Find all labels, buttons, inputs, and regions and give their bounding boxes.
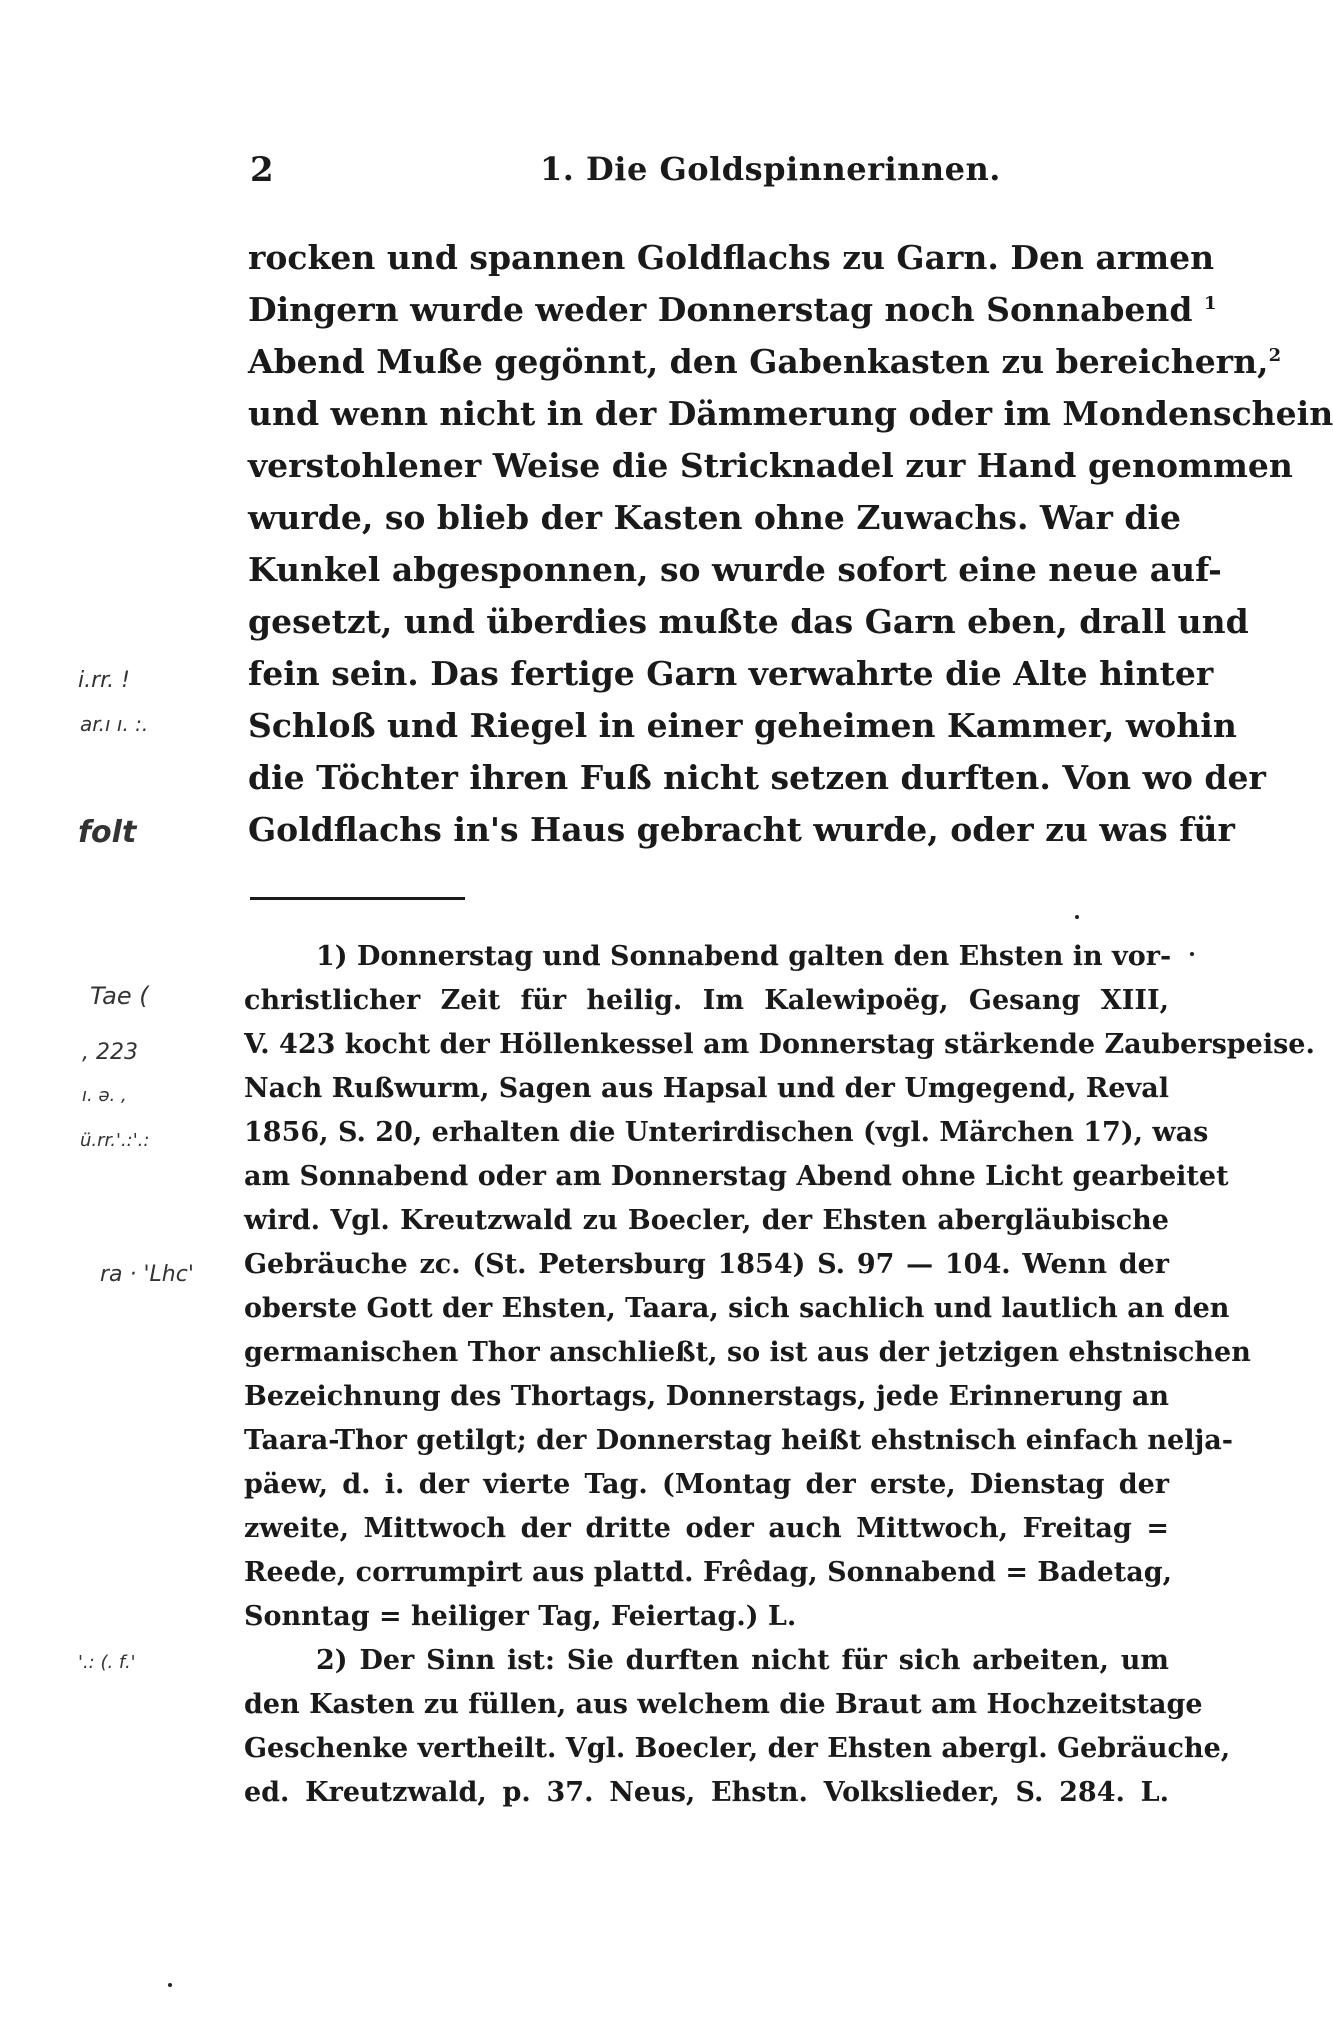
footnote-line: 2) Der Sinn ist: Sie durften nicht für sich arbeiten, um: [316, 1645, 1169, 1676]
footnotes: [244, 935, 1315, 1815]
text-line: verstohlener Weise die Stricknadel zur Hand genommen: [248, 446, 1293, 485]
footnote-line: oberste Gott der Ehsten, Taara, sich sachlich und lautlich an den: [244, 1293, 1230, 1324]
footnote-ref: 2: [1268, 345, 1282, 366]
text-line: Dingern wurde weder Donnerstag noch Sonnabend $^1$: [248, 290, 1217, 329]
footnote-line: päew, d. i. der vierte Tag. (Montag der erste, Dienstag der: [244, 1469, 1169, 1500]
text-line: fein sein. Das fertige Garn verwahrte die Alte hinter: [248, 654, 1214, 693]
footnote-line: zweite, Mittwoch der dritte oder auch Mittwoch, Freitag =: [244, 1513, 1169, 1544]
text-line: und wenn nicht in der Dämmerung oder im Mondenschein: [248, 394, 1333, 433]
footnote-line: christlicher Zeit für heilig. Im Kalewipoëg, Gesang XIII,: [244, 985, 1169, 1016]
margin-note: , 223: [82, 1040, 138, 1065]
margin-note: ü.rr.'.:'.:: [80, 1130, 150, 1151]
margin-note: ı. ə. ,: [82, 1085, 127, 1106]
margin-note: folt: [78, 815, 137, 850]
text-line: Schloß und Riegel in einer geheimen Kammer, wohin: [248, 706, 1237, 745]
margin-note: '.: (. f.': [78, 1652, 136, 1673]
footnote-line: germanischen Thor anschließt, so ist aus der jetzigen ehstnischen: [244, 1337, 1251, 1368]
text-line: Kunkel abgesponnen, so wurde sofort eine neue auf-: [248, 550, 1222, 589]
footnote-line: am Sonnabend oder am Donnerstag Abend ohne Licht gearbeitet: [244, 1161, 1229, 1192]
text-line: die Töchter ihren Fuß nicht setzen durften. Von wo der: [248, 758, 1266, 797]
page-number: 2: [250, 150, 274, 190]
footnote-line: V. 423 kocht der Höllenkessel am Donnerstag stärkende Zauberspeise.: [244, 1029, 1315, 1060]
text-line: gesetzt, und überdies mußte das Garn eben, drall und: [248, 602, 1249, 641]
footnote-line: Sonntag = heiliger Tag, Feiertag.) L.: [244, 1601, 797, 1632]
footnote-line: Nach Rußwurm, Sagen aus Hapsal und der Umgegend, Reval: [244, 1073, 1169, 1104]
margin-note: i.rr. !: [78, 668, 130, 693]
page-header: [250, 150, 1150, 200]
text-line: Abend Muße gegönnt, den Gabenkasten zu bereichern,$^2$: [248, 342, 1282, 381]
footnote-line: Gebräuche zc. (St. Petersburg 1854) S. 97 — 104. Wenn der: [244, 1249, 1169, 1280]
footnote-line: Taara-Thor getilgt; der Donnerstag heißt ehstnisch einfach nelja-: [244, 1425, 1233, 1456]
running-title: 1. Die Goldspinnerinnen.: [540, 150, 1001, 188]
footnote-line: ed. Kreutzwald, p. 37. Neus, Ehstn. Volkslieder, S. 284. L.: [244, 1777, 1169, 1808]
margin-note: ra · 'Lhc': [100, 1262, 194, 1287]
footnote-line: Geschenke vertheilt. Vgl. Boecler, der Ehsten abergl. Gebräuche,: [244, 1733, 1231, 1764]
text-line: Goldflachs in's Haus gebracht wurde, oder zu was für: [248, 810, 1235, 849]
footnote-line: den Kasten zu füllen, aus welchem die Braut am Hochzeitstage: [244, 1689, 1203, 1720]
ink-speck: [1190, 952, 1194, 956]
main-text: [248, 232, 1333, 856]
margin-note: ar.ı ı. :.: [80, 712, 149, 736]
footnote-line: 1856, S. 20, erhalten die Unterirdischen (vgl. Märchen 17), was: [244, 1117, 1209, 1148]
text-line: wurde, so blieb der Kasten ohne Zuwachs. War die: [248, 498, 1181, 537]
footnote-line: Reede, corrumpirt aus plattd. Frêdag, Sonnabend = Badetag,: [244, 1557, 1172, 1588]
footnote-line: Bezeichnung des Thortags, Donnerstags, jede Erinnerung an: [244, 1381, 1169, 1412]
ink-speck: [1075, 915, 1079, 919]
ink-speck: [168, 1983, 172, 1987]
margin-note: Tae (: [90, 982, 149, 1010]
text-line: rocken und spannen Goldflachs zu Garn. Den armen: [248, 238, 1215, 277]
footnote-separator: [250, 897, 465, 900]
footnote-ref: 1: [1203, 293, 1217, 314]
footnote-line: wird. Vgl. Kreutzwald zu Boecler, der Ehsten abergläubische: [244, 1205, 1169, 1236]
footnote-line: 1) Donnerstag und Sonnabend galten den Ehsten in vor-: [316, 941, 1172, 972]
